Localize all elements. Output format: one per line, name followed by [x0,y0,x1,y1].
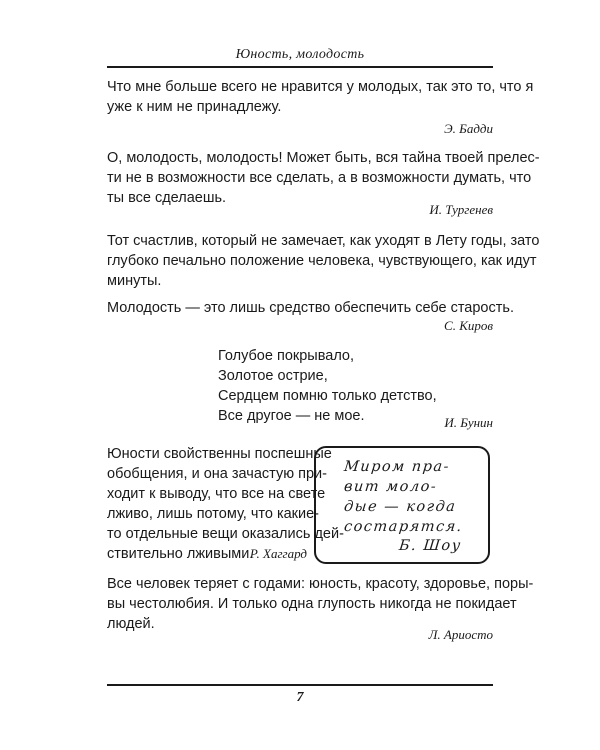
handwritten-line: состарятся. [343,519,464,535]
quote-line: Юности свойственны поспешные [107,446,332,462]
quote-text [107,574,534,634]
poem-line: Все другое — не мое. [218,408,365,424]
handwritten-line: Миром пра- [343,459,451,475]
poem-line: Сердцем помню только детство, [218,388,437,404]
quote-text [107,231,540,291]
boxed-quote-shaw [314,446,490,564]
quote-line: ствительно лживыми. [107,546,254,562]
poem-text [218,346,437,426]
quote-author: Л. Ариосто [428,627,493,642]
quote-line: Что мне больше всего не нравится у молодых, так это то, что я [107,79,534,95]
quote-line: Молодость — это лишь средство обеспечить себе старость. [107,300,514,316]
quote-line: уже к ним не принадлежу. [107,99,282,115]
quote-line: то отдельные вещи оказались дей- [107,526,344,542]
quote-line: глубоко печально положение человека, чувствующего, как идут [107,253,537,269]
poem-line: Золотое острие, [218,368,328,384]
quote-line: ти не в возможности все сделать, а в возможности думать, что [107,170,532,186]
handwritten-line: дые — когда [343,499,458,515]
handwritten-author: Б. Шоу [398,538,463,554]
quote-author: Э. Бадди [444,121,493,136]
quote-text [107,77,534,117]
poem-line: Голубое покрывало, [218,348,355,364]
quote-author: Р. Хаггард [249,546,307,561]
quote-line: людей. [107,616,155,632]
poem-author: И. Бунин [444,415,493,430]
quote-line: ходит к выводу, что все на свете [107,486,326,502]
quote-line: вы честолюбия. И только одна глупость никогда не покидает [107,596,517,612]
quote-line: минуты. [107,273,162,289]
footer-rule [107,684,493,686]
quote-author: И. Тургенев [429,202,493,217]
quote-line: ты все сделаешь. [107,190,227,206]
quote-author: С. Киров [444,318,493,333]
handwritten-line: вит моло- [343,479,439,495]
quote-text [107,148,540,208]
quote-line: обобщения, и она зачастую при- [107,466,327,482]
quote-line: лживо, лишь потому, что какие- [107,506,320,522]
quote-line: О, молодость, молодость! Может быть, вся тайна твоей прелес- [107,150,540,166]
page-number: 7 [296,690,304,705]
quote-line: Все человек теряет с годами: юность, красоту, здоровье, поры- [107,576,534,592]
quote-line: Тот счастлив, который не замечает, как уходят в Лету годы, зато [107,233,540,249]
header-rule [107,66,493,68]
quote-text [107,298,514,318]
header-title: Юность, молодость [235,47,365,62]
